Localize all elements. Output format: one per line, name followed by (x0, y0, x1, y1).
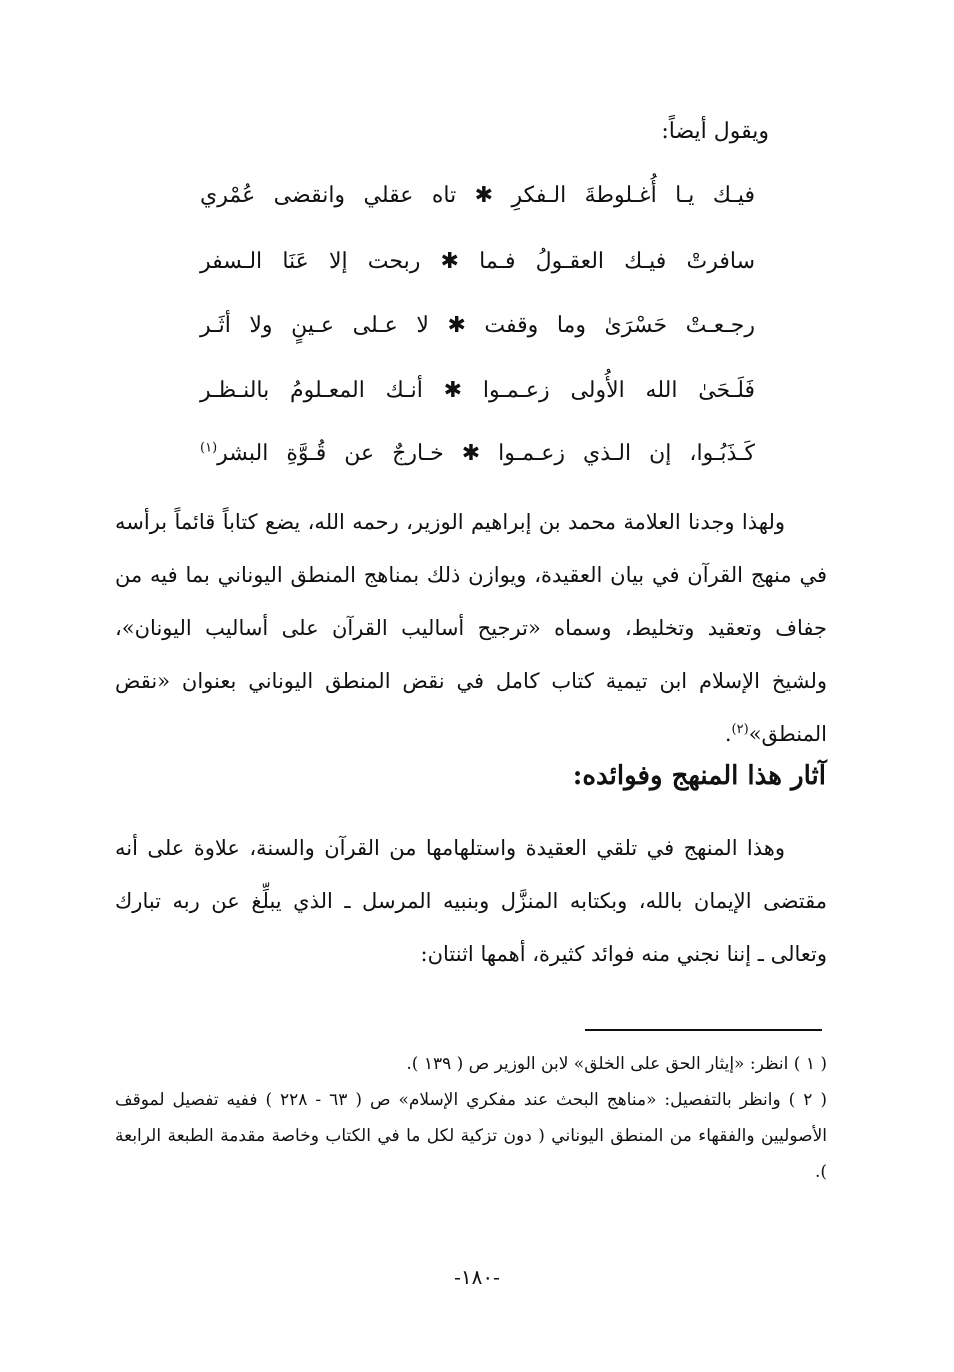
poem-verse (200, 242, 755, 282)
paragraph-end: . (724, 722, 732, 746)
poem-verse-text: رجـعـتْ حَسْرَىٰ وما وقفت ✱ لا عـلى عـينٍ ولا أثَـر (200, 313, 755, 338)
poem-verse (200, 371, 755, 411)
poem-introduction: ويقول أيضاً: (661, 119, 769, 144)
footnote: ( ٢ ) وانظر بالتفصيل: «مناهج البحث عند مفكري الإسلام» ص ( ٦٣ - ٢٢٨ ) ففيه تفصيل لموقف الأصوليين والفقهاء من المنطق اليوناني ( دون تزكية لكل ما في الكتاب وخاصة مقدمة الطبعة الرابعة ). (115, 1090, 827, 1182)
footnote-marker[interactable]: (٢) (731, 722, 749, 737)
paragraph-text: وهذا المنهج في تلقي العقيدة واستلهامها من القرآن والسنة، علاوة على أنه مقتضى الإيمان بالله، وبكتابه المنزَّل وبنبيه المرسل ـ الذي يبلِّغ عن ربه تبارك وتعالى ـ إننا نجني منه فوائد كثيرة، أهمها اثنتان: (115, 836, 827, 966)
poem-verse (200, 434, 755, 474)
page-number: -١٨٠- (454, 1265, 500, 1289)
paragraph-text: ولهذا وجدنا العلامة محمد بن إبراهيم الوزير، رحمه الله، يضع كتاباً قائماً برأسه في منهج القرآن في بيان العقيدة، ويوازن ذلك بمناهج المنطق اليوناني بما فيه من جفاف وتعقيد وتخليط، وسماه «ترجيح أساليب القرآن على أساليب اليونان»، ولشيخ الإسلام ابن تيمية كتاب كامل في نقض المنطق اليوناني بعنوان «نقض المنطق» (115, 510, 827, 746)
body-paragraph (115, 822, 827, 981)
body-paragraph (115, 496, 827, 761)
footnote: ( ١ ) انظر: «إيثار الحق على الخلق» لابن الوزير ص ( ١٣٩ ). (406, 1054, 827, 1074)
footnote-separator (585, 1029, 822, 1031)
poem-verse-text: فيـك يـا أُغـلوطةَ الـفكرِ ✱ تاه عقلي وانقضى عُمْري (200, 183, 755, 208)
poem-verse-text: كَـذَبُـوا، إن الـذي زعـمـوا ✱ خـارجٌ عن قُـوَّةِ البشر (217, 441, 755, 466)
poem-verse-text: سافرتْ فيـك العقـولُ فـما ✱ ربحت إلا عَنَا الـسفر (200, 249, 755, 274)
poem-verse-text: فَلَـحَىٰ الله الأُولى زعـمـوا ✱ أنـك المعـلومُ بالنـظـر (200, 378, 755, 403)
poem-verse (200, 176, 755, 216)
section-heading: آثار هذا المنهج وفوائده: (572, 761, 826, 791)
footnotes (115, 1046, 827, 1190)
poem-verse (200, 306, 755, 346)
footnote-marker[interactable]: (١) (200, 440, 218, 456)
